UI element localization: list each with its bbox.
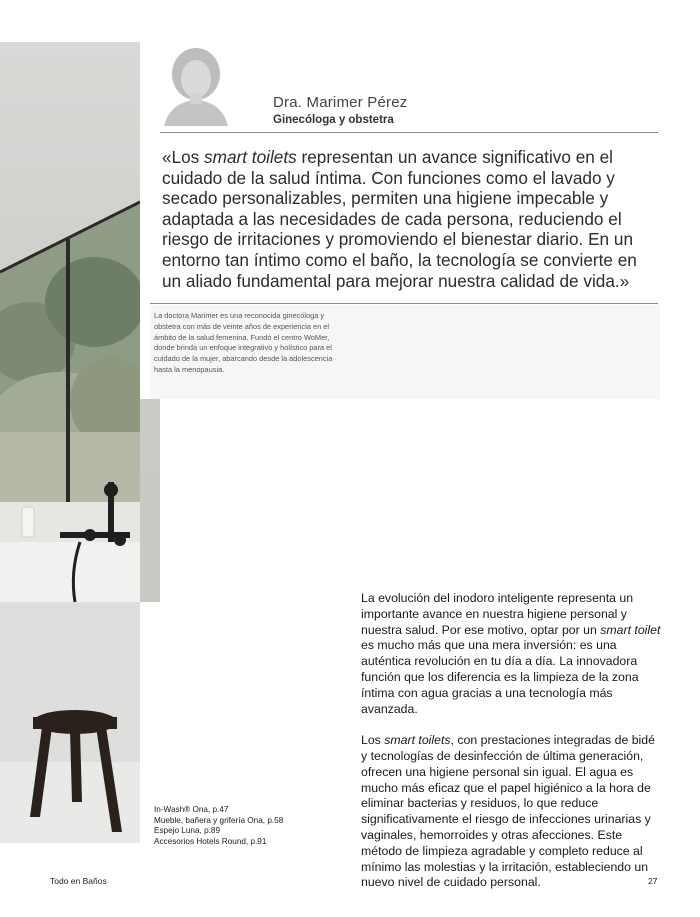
divider-top [160, 132, 658, 133]
quote-emphasis: smart toilets [204, 147, 297, 167]
footer-publication: Todo en Baños [50, 876, 107, 886]
bathroom-photo [0, 42, 140, 843]
body-paragraph: Los smart toilets, con prestaciones integradas de bidé y tecnologías de desinfección de última generación, ofrecen una higiene personal sin igual. El agua es mucho más eficaz que el papel higiénico a la hora de eliminar bacterias y residuos, lo que reduce significativamente el riesgo de infecciones urinarias y vaginales, hemorroides y otras afecciones. Este método de limpieza agradable y completo reduce al mínimo las molestias y la irritación, estableciendo un nuevo nivel de cuidado personal. [361, 733, 655, 890]
product-credits [154, 805, 283, 847]
body-paragraph: La evolución del inodoro inteligente representa un importante avance en nuestra higiene personal y nuestra salud. Por ese motivo, optar por un smart toilet es mucho más que una mera inversión: es una auténtica revolución en tu día a día. La innovadora función que los diferencia es la limpieza de la zona íntima con agua gracias a una tecnología más avanzada. [361, 591, 661, 716]
author-role: Ginecóloga y obstetra [273, 114, 394, 126]
author-bio: La doctora Marimer es una reconocida ginecóloga y obstetra con más de veinte años de experiencia en el ámbito de la salud femenina. Fundó el centro WoMer, donde brinda un enfoque integrativo y holístico para el cuidado de la mujer, abarcando desde la adolescencia hasta la menopausia. [154, 311, 333, 374]
author-name: Dra. Marimer Pérez [273, 94, 408, 111]
pull-quote: «Los smart toilets representan un avance significativo en el cuidado de la salud íntima. Con funciones como el lavado y secado personalizables, permiten una higiene impecable y adaptada a las necesidades de cada persona, reduciendo el riesgo de irritaciones y promoviendo el bienestar diario. En un entorno tan íntimo como el baño, la tecnología se convierte en un aliado fundamental para mejorar nuestra calidad de vida.» [162, 147, 637, 291]
author-portrait [160, 44, 232, 126]
article-body [361, 591, 661, 907]
credit-item: In-Wash® Ona, p.47 [154, 805, 229, 814]
credit-item: Mueble, bañera y grifería Ona, p.58 [154, 815, 284, 825]
divider-bottom [150, 303, 658, 304]
credit-item: Accesorios Hotels Round, p.91 [154, 836, 267, 846]
page-number: 27 [648, 876, 658, 886]
credit-item: Espejo Luna, p.89 [154, 826, 221, 836]
